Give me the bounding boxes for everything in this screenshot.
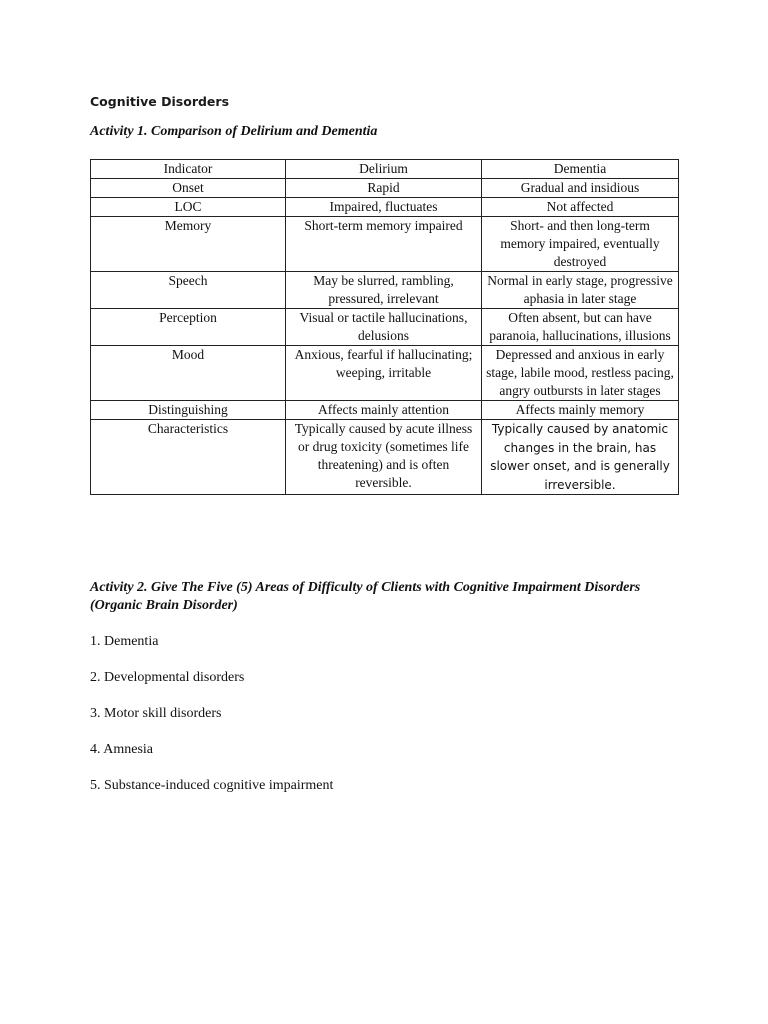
cell-indicator: Characteristics bbox=[91, 420, 286, 495]
cell-indicator: Memory bbox=[91, 217, 286, 272]
cell-dementia: Gradual and insidious bbox=[482, 179, 679, 198]
cell-dementia: Depressed and anxious in early stage, labile mood, restless pacing, angry outbursts in later stages bbox=[482, 346, 679, 401]
difficulty-areas-list bbox=[90, 633, 333, 813]
cell-indicator: LOC bbox=[91, 198, 286, 217]
header-delirium: Delirium bbox=[286, 160, 482, 179]
table-row-speech bbox=[91, 272, 679, 309]
list-item: 3. Motor skill disorders bbox=[90, 706, 222, 721]
header-indicator: Indicator bbox=[91, 160, 286, 179]
cell-indicator: Distinguishing bbox=[91, 401, 286, 420]
list-item: 1. Dementia bbox=[90, 634, 159, 649]
cell-delirium: Affects mainly attention bbox=[286, 401, 482, 420]
cell-indicator: Perception bbox=[91, 309, 286, 346]
table-header-row bbox=[91, 160, 679, 179]
list-item: 4. Amnesia bbox=[90, 742, 153, 757]
cell-delirium: Rapid bbox=[286, 179, 482, 198]
cell-delirium: Impaired, fluctuates bbox=[286, 198, 482, 217]
list-item: 5. Substance-induced cognitive impairment bbox=[90, 778, 334, 793]
cell-delirium: Anxious, fearful if hallucinating; weeping, irritable bbox=[286, 346, 482, 401]
table-row-mood bbox=[91, 346, 679, 401]
cell-delirium: Visual or tactile hallucinations, delusions bbox=[286, 309, 482, 346]
cell-dementia: Not affected bbox=[482, 198, 679, 217]
cell-indicator: Mood bbox=[91, 346, 286, 401]
cell-dementia: Typically caused by anatomic changes in the brain, has slower onset, and is generally irreversible. bbox=[482, 420, 679, 495]
activity2-heading: Activity 2. Give The Five (5) Areas of Difficulty of Clients with Cognitive Impairment Disorders (Organic Brain Disorder) bbox=[90, 580, 641, 613]
table-row-onset bbox=[91, 179, 679, 198]
cell-dementia: Often absent, but can have paranoia, hallucinations, illusions bbox=[482, 309, 679, 346]
cell-dementia: Normal in early stage, progressive aphasia in later stage bbox=[482, 272, 679, 309]
cell-delirium: Short-term memory impaired bbox=[286, 217, 482, 272]
cell-delirium: May be slurred, rambling, pressured, irrelevant bbox=[286, 272, 482, 309]
cell-indicator: Speech bbox=[91, 272, 286, 309]
cell-indicator: Onset bbox=[91, 179, 286, 198]
comparison-table bbox=[90, 159, 679, 495]
table-row-loc bbox=[91, 198, 679, 217]
list-item: 2. Developmental disorders bbox=[90, 670, 245, 685]
cell-delirium: Typically caused by acute illness or drug toxicity (sometimes life threatening) and is often reversible. bbox=[286, 420, 482, 495]
cell-dementia: Affects mainly memory bbox=[482, 401, 679, 420]
header-dementia: Dementia bbox=[482, 160, 679, 179]
document-title: Cognitive Disorders bbox=[90, 94, 230, 109]
table-row-distinguishing bbox=[91, 401, 679, 420]
table-row-memory bbox=[91, 217, 679, 272]
activity1-heading: Activity 1. Comparison of Delirium and Dementia bbox=[90, 124, 378, 139]
table-row-perception bbox=[91, 309, 679, 346]
cell-dementia: Short- and then long-term memory impaired, eventually destroyed bbox=[482, 217, 679, 272]
table-row-characteristics bbox=[91, 420, 679, 495]
